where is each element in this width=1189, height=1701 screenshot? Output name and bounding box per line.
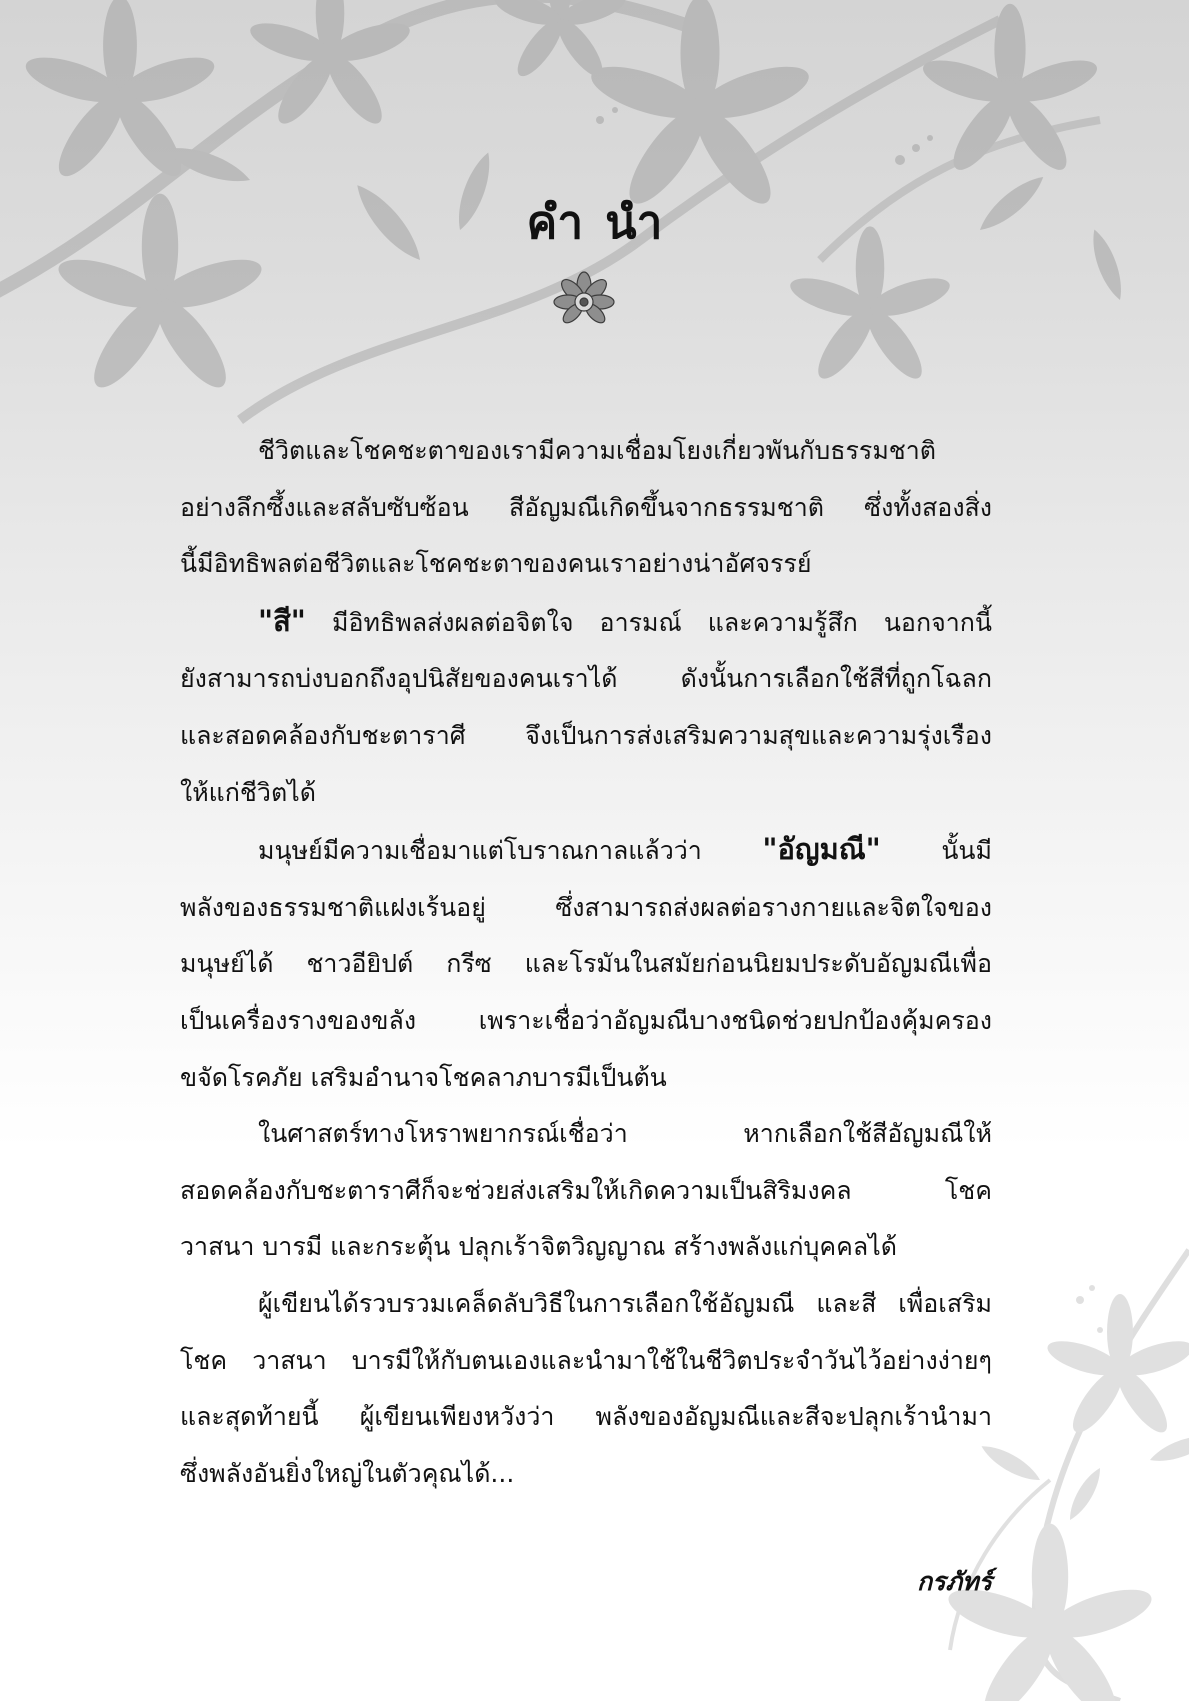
text-line: ขจัดโรคภัย เสริมอำนาจโชคลาภบารมีเป็นต้น [180, 1062, 667, 1092]
text-line: วาสนา บารมี และกระตุ้น ปลุกเร้าจิตวิญญาณ สร้างพลังแก่บุคคลได้ [180, 1232, 897, 1262]
text-line: มนุษย์ได้ ชาวอียิปต์ กรีซ และโรมันในสมัยก่อนนิยมประดับอัญมณีเพื่อ [180, 949, 992, 979]
text-line: ชีวิตและโชคชะตาของเรามีความเชื่อมโยงเกี่ยวพันกับธรรมชาติ [258, 436, 937, 465]
paragraph-5 [180, 1276, 992, 1502]
lotus-jewel-icon [551, 270, 617, 334]
text-line: ยังสามารถบ่งบอกถึงอุปนิสัยของคนเราได้ ดังนั้นการเลือกใช้สีที่ถูกโฉลก [180, 664, 992, 694]
bold-term-gem: "อัญมณี" [762, 832, 881, 867]
text-line: และสอดคล้องกับชะตาราศี จึงเป็นการส่งเสริมความสุขและความรุ่งเรือง [180, 720, 992, 750]
text-line: โชค วาสนา บารมีให้กับตนเองและนำมาใช้ในชีวิตประจำวันไว้อย่างง่ายๆ [180, 1345, 992, 1375]
text-line: เป็นเครื่องรางของขลัง เพราะเชื่อว่าอัญมณีบางชนิดช่วยปกป้องคุ้มครอง [180, 1005, 992, 1035]
paragraph-3 [180, 821, 992, 1106]
paragraph-4 [180, 1106, 992, 1276]
text-span: นั้นมี [880, 836, 992, 866]
paragraph-1 [180, 423, 992, 593]
text-line: และสุดท้ายนี้ ผู้เขียนเพียงหวังว่า พลังของอัญมณีและสีจะปลุกเร้านำมา [180, 1402, 992, 1432]
text-line: ให้แก่ชีวิตได้ [180, 777, 316, 807]
text-line: พลังของธรรมชาติแฝงเร้นอยู่ ซึ่งสามารถส่งผลต่อรางกายและจิตใจของ [180, 892, 992, 922]
text-span: มีอิทธิพลส่งผลต่อจิตใจ อารมณ์ และความรู้สึก นอกจากนี้ [305, 607, 992, 637]
text-span: มนุษย์มีความเชื่อมาแต่โบราณกาลแล้วว่า [258, 836, 763, 866]
bold-term-color: "สี" [258, 603, 306, 638]
text-line: สอดคล้องกับชะตาราศีก็จะช่วยส่งเสริมให้เกิดความเป็นสิริมงคล โชค [180, 1175, 992, 1205]
preface-body [180, 423, 992, 1502]
text-line [180, 593, 992, 652]
author-signature: กรภัทร์ [917, 1567, 992, 1596]
text-line: อย่างลึกซึ้งและสลับซับซ้อน สีอัญมณีเกิดขึ้นจากธรรมชาติ ซึ่งทั้งสองสิ่ง [180, 492, 992, 522]
text-line: นี้มีอิทธิพลต่อชีวิตและโชคชะตาของคนเราอย่างน่าอัศจรรย์ [180, 549, 812, 579]
paragraph-2 [180, 593, 992, 821]
text-line [180, 821, 992, 880]
text-line: ผู้เขียนได้รวบรวมเคล็ดลับวิธีในการเลือกใช้อัญมณี และสี เพื่อเสริม [258, 1288, 992, 1318]
text-line: ในศาสตร์ทางโหราพยากรณ์เชื่อว่า หากเลือกใช้สีอัญมณีให้ [258, 1119, 992, 1149]
page-title: คำนำ [526, 195, 685, 249]
text-line: ซึ่งพลังอันยิ่งใหญ่ในตัวคุณได้... [180, 1458, 515, 1488]
